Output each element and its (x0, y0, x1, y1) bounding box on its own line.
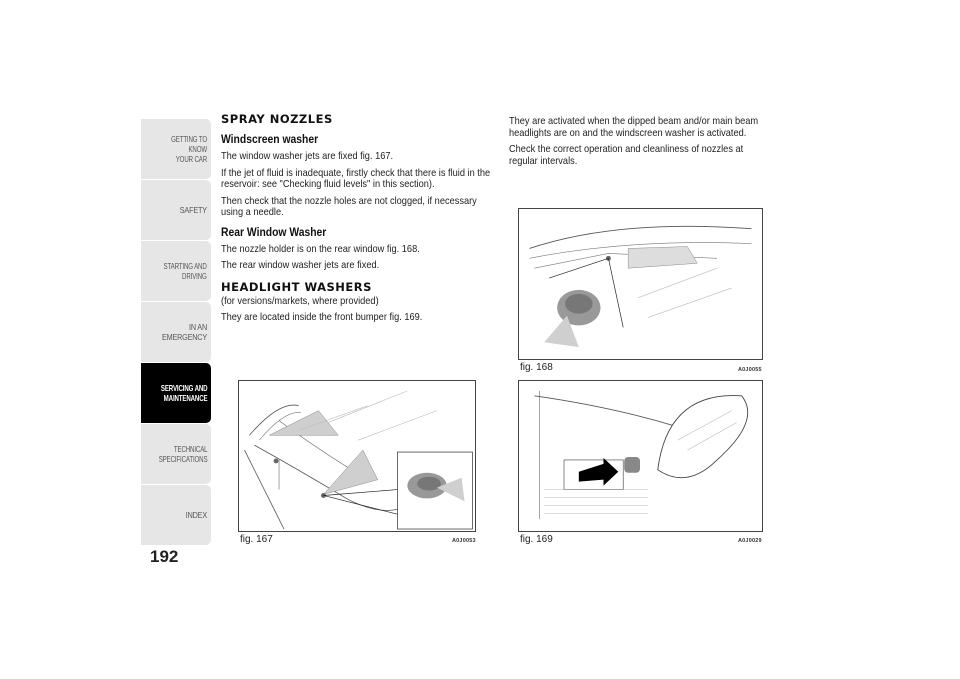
front-bumper-illustration (519, 381, 762, 531)
figure-167-code: A0J0053 (452, 538, 476, 544)
right-column (509, 116, 765, 167)
subheading-rear-window-washer: Rear Window Washer (221, 226, 327, 239)
figure-168-label: fig. 168 (520, 362, 553, 373)
nav-tab-in-an-emergency[interactable]: IN AN EMERGENCY (141, 302, 211, 362)
heading-spray-nozzles: SPRAY NOZZLES (221, 112, 333, 126)
subheading-windscreen-washer: Windscreen washer (221, 134, 319, 146)
paragraph: Check the correct operation and cleanliness of nozzles at regular intervals. (509, 143, 744, 167)
nav-tab-getting-to-know[interactable]: GETTING TO KNOW YOUR CAR (141, 119, 211, 179)
figure-167-windscreen-washer-jets (238, 380, 476, 532)
figure-169-headlight-washer (518, 380, 763, 532)
paragraph: The window washer jets are fixed fig. 167. (221, 150, 394, 162)
nav-tab-safety[interactable]: SAFETY (141, 180, 211, 240)
paragraph: If the jet of fluid is inadequate, firstly check that there is fluid in the reservoir: see "Checking fluid levels" in this section). (221, 166, 491, 190)
figure-168-code: A0J0055 (738, 367, 762, 373)
paragraph: The rear window washer jets are fixed. (221, 259, 380, 271)
windscreen-illustration (239, 381, 475, 531)
nav-tab-technical-specifications[interactable]: TECHNICAL SPECIFICATIONS (141, 424, 211, 484)
page-number: 192 (150, 547, 179, 566)
heading-headlight-washers: HEADLIGHT WASHERS (221, 279, 372, 294)
nav-tab-servicing-maintenance[interactable]: SERVICING AND MAINTENANCE (141, 363, 211, 423)
left-column (221, 112, 493, 324)
paragraph: Then check that the nozzle holes are not clogged, if necessary using a needle. (221, 194, 477, 218)
nav-tab-index[interactable]: INDEX (141, 485, 211, 545)
figure-169-code: A0J0029 (738, 538, 762, 544)
figure-168-rear-window-nozzle (518, 208, 763, 360)
nav-tab-starting-driving[interactable]: STARTING AND DRIVING (141, 241, 211, 301)
paragraph: They are located inside the front bumper fig. 169. (221, 311, 423, 323)
paragraph: The nozzle holder is on the rear window fig. 168. (221, 242, 420, 255)
figure-167-label: fig. 167 (240, 534, 273, 545)
figure-169-label: fig. 169 (520, 534, 553, 545)
paragraph: (for versions/markets, where provided) (221, 294, 379, 307)
paragraph: They are activated when the dipped beam and/or main beam headlights are on and the windscreen washer is activated. (509, 115, 759, 139)
rear-window-illustration (519, 209, 762, 359)
